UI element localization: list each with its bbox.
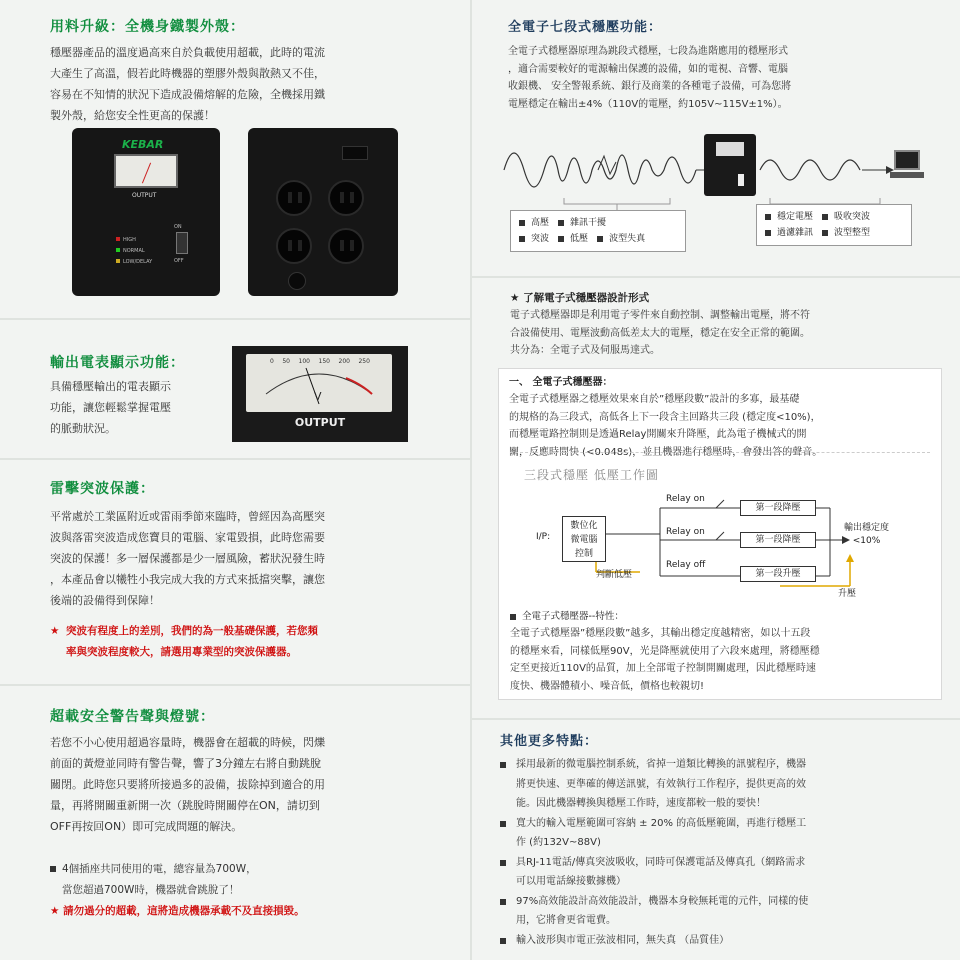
rj11-port <box>342 146 368 160</box>
section-divider <box>0 684 470 686</box>
brand-logo: KEBAR <box>122 138 164 151</box>
product-front-photo <box>72 128 220 296</box>
text-line: 採用最新的微電腦控制系統，省掉一道類比轉換的訊號程序，機器 <box>516 759 806 770</box>
section-surge <box>50 478 440 663</box>
meter-tick: 100 <box>298 358 310 365</box>
section-body <box>50 376 185 439</box>
section-more-features <box>500 730 950 950</box>
section-title: 其他更多特點： <box>500 734 599 749</box>
output-benefits-tag <box>756 204 912 246</box>
features-body <box>510 625 820 695</box>
section-body <box>50 42 430 126</box>
text-line: 功能，讓您輕鬆掌握電壓 <box>50 401 171 414</box>
input-problems-tag <box>510 210 686 252</box>
text-line: 前面的黃燈並同時有警告聲，響了3分鐘左右將自動跳脫 <box>50 757 321 770</box>
text-line: 輸出穩定度 <box>844 523 890 533</box>
text-line: 大產生了高溫，假若此時機器的塑膠外殼與散熱又不佳， <box>50 67 325 80</box>
text-line: 具備穩壓輸出的電表顯示 <box>50 380 171 393</box>
star-icon: ★ <box>50 905 60 917</box>
stage-box: 第一段降壓 <box>740 532 816 548</box>
boost-label: 升壓 <box>838 589 857 599</box>
section-title: 輸出電表顯示功能： <box>50 355 185 371</box>
output-meter-photo <box>232 346 408 442</box>
fuse-icon <box>288 272 306 290</box>
meter-tick: 200 <box>338 358 350 365</box>
text-line: 若您不小心使用超過容量時，機器會在超載的時候，閃爍 <box>50 736 325 749</box>
meter-ticks <box>270 358 370 365</box>
tag-text: 穩定電壓 <box>777 212 814 222</box>
stage-box: 第一段升壓 <box>740 566 816 582</box>
list-item <box>500 931 950 951</box>
text-line: 的脈動狀況。 <box>50 422 116 435</box>
section-body <box>508 43 938 113</box>
switch-off-label: OFF <box>174 258 184 264</box>
box-body <box>509 391 931 461</box>
bullet-icon <box>765 214 771 220</box>
bullet-icon <box>519 220 525 226</box>
meter-unit: V <box>314 390 322 403</box>
section-title: 用料升級：全機身鐵製外殼： <box>50 19 245 35</box>
section-body <box>510 307 810 360</box>
text-line: 突波的保護！多一層保護都是少一層風險，蓄狀況發生時 <box>50 552 325 565</box>
bullet-icon <box>822 214 828 220</box>
section-overload <box>50 706 440 922</box>
text-line: 波與落雷突波造成您寶貝的電腦、家電毀損，此時您需要 <box>50 531 325 544</box>
bullet-icon <box>510 614 516 620</box>
list-item <box>500 755 950 814</box>
section-design <box>510 290 810 360</box>
text-line: 而穩壓電路控制則是透過Relay開關來升降壓，此為電子機械式的開 <box>509 429 807 440</box>
text-line: <10% <box>852 536 881 546</box>
bullet-icon <box>558 236 564 242</box>
feature-list <box>500 755 950 950</box>
text-line: 平常處於工業區附近或雷雨季節來臨時，曾經因為高壓突 <box>50 510 325 523</box>
text-line: 的規格的為三段式，高低各上下一段含主回路共三段 (穩定度<10%)， <box>509 411 821 423</box>
input-label: I/P: <box>536 532 551 542</box>
bullet-icon <box>50 866 56 872</box>
led-label: HIGH <box>123 237 136 243</box>
product-back-photo <box>248 128 398 296</box>
section-seven-stage <box>508 16 938 113</box>
overload-warning <box>50 901 440 922</box>
text-line: 量，再將開關重新開一次（跳脫時開關停在ON，請切到 <box>50 799 320 812</box>
section-body <box>50 732 440 837</box>
text-line: 關，反應時間快 (<0.048s)，並且機器進行穩壓時，會發出答的聲音。 <box>509 446 823 458</box>
box-title: 一、 全電子式穩壓器： <box>509 377 613 388</box>
section-divider <box>472 718 960 720</box>
meter-tick: 0 <box>270 358 274 365</box>
led-label: LOW/DELAY <box>123 259 153 265</box>
section-divider <box>0 318 470 320</box>
dashed-divider <box>510 452 930 453</box>
text-line: 4個插座共同使用的電，總容量為700W， <box>62 863 257 875</box>
text-line: 的穩壓來看，同樣低壓90V，光是降壓就使用了六段來處理，將穩壓穩 <box>510 645 820 657</box>
list-item <box>500 814 950 853</box>
tag-text: 吸收突波 <box>834 212 871 222</box>
star-icon: ★ <box>510 292 520 304</box>
relay-label: Relay off <box>666 560 706 570</box>
section-divider <box>472 276 960 278</box>
tag-text: 高壓 <box>531 218 550 228</box>
tag-text: 突波 <box>531 234 550 244</box>
text-line: 容易在不知情的狀況下造成設備熔解的危險，全機採用鐵 <box>50 88 325 101</box>
text-line: 微電腦 <box>570 535 598 545</box>
bullet-icon <box>500 899 506 905</box>
text-line: 輸入波形與市電正弦波相同，無失真 （品質佳） <box>516 934 730 946</box>
text-line: 全電子式穩壓器原理為跳段式穩壓，七段為進階應用的穩壓形式 <box>508 46 788 57</box>
text-line: 將更快速、更準確的傳送訊號，有效執行工作程序，提供更高的效 <box>516 778 806 790</box>
computer-icon <box>894 150 920 170</box>
star-icon: ★ <box>50 625 60 637</box>
features-block <box>510 608 820 695</box>
text-line: 全電子式穩壓器”穩壓段數”越多，其輸出穩定度越精密，如以十五段 <box>510 628 811 639</box>
meter-face <box>246 354 392 412</box>
text-line: ，適合需要較好的電源輸出保護的設備，如的電視、音響、電腦 <box>508 63 788 75</box>
bullet-icon <box>519 236 525 242</box>
warning-line: 率與突波程度較大，請選用專業型的突波保護器。 <box>66 646 297 658</box>
section-iron-case <box>50 16 430 126</box>
text-line: 97%高效能設計高效能設計，機器本身較無耗電的元件，同樣的使 <box>516 895 809 907</box>
outlet-icon <box>276 180 312 216</box>
tag-text: 波型整型 <box>834 228 871 238</box>
switch-on-label: ON <box>174 224 182 230</box>
list-item <box>500 853 950 892</box>
surge-warning <box>50 621 440 663</box>
led-panel <box>116 235 152 268</box>
relay-label: Relay on <box>666 527 705 537</box>
text-line: 電壓穩定在輸出±4%（110V的電壓，約105V~115V±1%）。 <box>508 98 788 110</box>
meter-output-label: OUTPUT <box>294 416 346 429</box>
bullet-icon <box>500 938 506 944</box>
text-line: 關閉。此時您只要將所接過多的設備，拔除掉到適合的用 <box>50 778 325 791</box>
text-line: 具RJ-11電話/傳真突波吸收，同時可保護電話及傳真孔（網路需求 <box>516 856 806 868</box>
front-output-label: OUTPUT <box>132 192 157 199</box>
tag-text: 低壓 <box>570 234 589 244</box>
meter-tick: 50 <box>282 358 290 365</box>
output-stability-label <box>844 522 889 548</box>
section-title: 全電子七段式穩壓功能： <box>508 20 663 35</box>
meter-tick: 250 <box>358 358 370 365</box>
text-line: 數位化 <box>570 521 598 531</box>
outlet-icon <box>328 180 364 216</box>
bullet-icon <box>822 230 828 236</box>
outlet-icon <box>328 228 364 264</box>
relay-label: Relay on <box>666 494 705 504</box>
section-meter <box>50 352 185 439</box>
text-line: 定至更接近110V的品質，加上全部電子控制開關處理，因此穩壓時速 <box>510 663 816 674</box>
regulator-icon <box>704 134 756 196</box>
text-line: OFF再按回ON）即可完成問題的解決。 <box>50 820 243 833</box>
text-line: 作 (約132V~88V) <box>516 837 601 848</box>
list-item <box>500 892 950 931</box>
text-line: 控制 <box>574 549 593 559</box>
text-line: 共分為：全電子式及伺服馬達式。 <box>510 345 660 356</box>
text-line: 當您超過700W時，機器就會跳脫了！ <box>62 884 240 896</box>
text-line: 可以用電話線接數據機） <box>516 876 626 887</box>
bullet-icon <box>558 220 564 226</box>
led-label: NORMAL <box>123 248 145 254</box>
warning-line: 請勿過分的超載，這將造成機器承載不及直接損毀。 <box>63 905 305 917</box>
microcontroller-box <box>562 516 606 562</box>
text-line: 收銀機、 安全警報系統、銀行及商業的各種電子設備，可為您將 <box>508 81 792 92</box>
keyboard-icon <box>890 172 924 178</box>
text-line: ，本產品會以犧牲小我完成大我的方式來抵擋突擊，讓您 <box>50 573 325 586</box>
text-line: 電子式穩壓器即是利用電子零件來自動控制、調整輸出電壓，將不符 <box>510 310 810 321</box>
bullet-icon <box>500 860 506 866</box>
text-line: 寬大的輸入電壓範圍可容納 ± 20% 的高低壓範圍，再進行穩壓工 <box>516 817 807 829</box>
tag-text: 波型失真 <box>609 234 646 244</box>
text-line: 用，它將會更省電費。 <box>516 915 616 926</box>
diagram-title: 三段式穩壓 低壓工作圖 <box>524 468 659 482</box>
judge-label: 判斷低壓 <box>596 570 633 580</box>
power-switch <box>176 232 188 254</box>
bullet-icon <box>500 821 506 827</box>
outlet-icon <box>276 228 312 264</box>
capacity-note <box>50 859 440 901</box>
bullet-icon <box>500 762 506 768</box>
bullet-icon <box>765 230 771 236</box>
text-line: 後端的設備得到保障！ <box>50 594 160 607</box>
text-line: 度快、機器體積小、噪音低，價格也較親切! <box>510 680 705 692</box>
text-line: 合設備使用、電壓波動高低差太大的電壓，穩定在安全正常的範圍。 <box>510 327 810 339</box>
section-title: 超載安全警告聲與燈號： <box>50 709 215 725</box>
text-line: 能。因此機器轉換與穩壓工作時，速度都較一般的要快！ <box>516 798 766 809</box>
section-title: 雷擊突波保護： <box>50 481 155 497</box>
section-title: 了解電子式穩壓器設計形式 <box>523 292 650 304</box>
bullet-icon <box>597 236 603 242</box>
section-body <box>50 506 440 611</box>
text-line: 製外殼，給您安全性更高的保護！ <box>50 109 215 122</box>
text-line: 穩壓器產品的溫度過高來自於負載使用超載，此時的電流 <box>50 46 325 59</box>
meter-needle <box>142 163 151 184</box>
stage-box: 第一段降壓 <box>740 500 816 516</box>
column-divider <box>470 0 472 960</box>
front-meter <box>114 154 178 188</box>
section-divider <box>0 458 470 460</box>
text-line: 全電子式穩壓器之穩壓效果來自於”穩壓段數”設計的多寡，最基礎 <box>509 394 800 405</box>
tag-text: 過濾雜訊 <box>777 228 814 238</box>
tag-text: 雜訊干擾 <box>570 218 607 228</box>
meter-tick: 150 <box>318 358 330 365</box>
features-title: 全電子式穩壓器--特性： <box>522 611 624 622</box>
warning-line: 突波有程度上的差別，我們的為一般基礎保護，若您頻 <box>66 625 318 637</box>
